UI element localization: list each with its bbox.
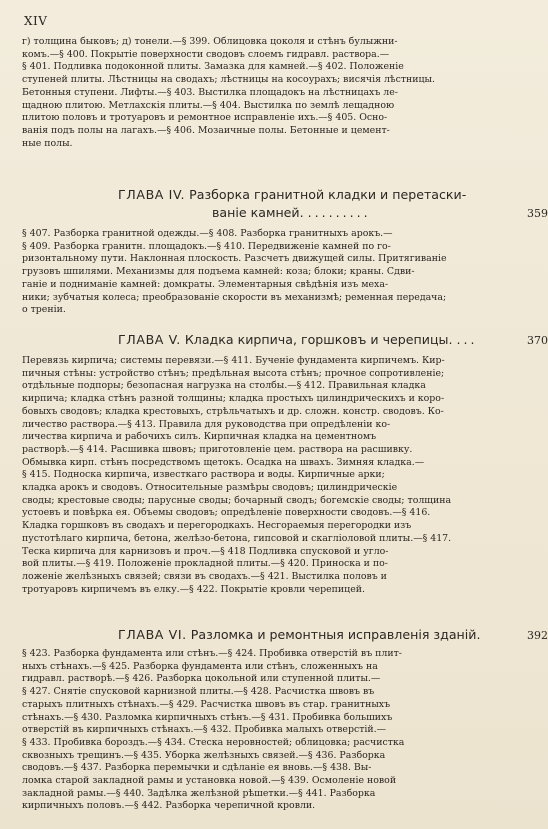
chapter-4-line: ганіе и подниманіе камней: домкраты. Элементарныя свѣдѣнія изъ меха- [22, 278, 389, 290]
chapter-6-line: стѣнахъ.—§ 430. Разломка кирпичныхъ стѣнъ.—§ 431. Пробивка большихъ [22, 711, 393, 723]
chapter-6-label: ГЛАВА VI. [118, 627, 187, 642]
intro-line: ступеней плиты. Лѣстницы на сводахъ; лѣстницы на косоурахъ; висячія лѣстницы. [22, 74, 435, 86]
chapter-4-line: о треніи. [22, 304, 66, 316]
chapter-4-line: ники; зубчатыя колеса; преобразованіе скорости въ механизмѣ; ременная передача; [22, 291, 447, 303]
chapter-5-line: Кладка горшковъ въ сводахъ и перегородкахъ. Несгораемыя перегородки изъ [22, 520, 412, 532]
chapter-5-line: устоевъ и повѣрка ея. Объемы сводовъ; опредѣленіе поверхности сводовъ.—§ 416. [22, 507, 431, 519]
chapter-6-page: 392 [527, 629, 548, 642]
chapter-5-line: бовыхъ сводовъ; кладка крестовыхъ, стрѣльчатыхъ и др. сложн. констр. сводовъ. Ко- [22, 405, 444, 417]
chapter-5-line: Обмывка кирп. стѣнъ посредствомъ щетокъ. Осадка на швахъ. Зимняя кладка.— [22, 456, 425, 468]
chapter-5-line: кладка арокъ и сводовъ. Относительные размѣры сводовъ; цилиндрическіе [22, 482, 398, 494]
chapter-4-heading [22, 186, 548, 222]
chapter-4-line: § 407. Разборка гранитной одежды.—§ 408. Разборка гранитныхъ арокъ.— [22, 228, 393, 239]
leader-dots: ......... [307, 205, 371, 220]
leader-dots: ... [456, 332, 478, 347]
chapter-5-heading [22, 331, 548, 349]
chapter-6-line: § 433. Пробивка бороздъ.—§ 434. Стеска неровностей; облицовка; расчистка [22, 736, 405, 748]
chapter-5-line: Перевязь кирпича; системы перевязи.—§ 411. Бученіе фундамента кирпичемъ. Кир- [22, 355, 445, 366]
chapter-4-text [22, 228, 518, 317]
chapter-5-line: ложеніе желѣзныхъ связей; связи въ сводахъ.—§ 421. Выстилка половъ и [22, 570, 387, 582]
chapter-5-line: своды; крестовые своды; парусные своды; бочарный сводъ; богемскіе своды; толщина [22, 494, 452, 506]
chapter-6-line: закладной рамы.—§ 440. Задѣлка желѣзной рѣшетки.—§ 441. Разборка [22, 787, 376, 799]
chapter-5-line: § 415. Подноска кирпича, известкаго раствора и воды. Кирпичные арки; [22, 469, 385, 481]
chapter-5-text [22, 355, 518, 596]
chapter-5-line: отдѣльные подпоры; безопасная нагрузка на столбы.—§ 412. Правильная кладка [22, 380, 426, 392]
chapter-6-line: ныхъ стѣнахъ.—§ 425. Разборка фундамента или стѣнъ, сложенныхъ на [22, 660, 378, 672]
chapter-5-line: Теска кирпича для карнизовъ и проч.—§ 418 Подливка спусковой и угло- [22, 545, 389, 557]
intro-line: § 401. Подливка подоконной плиты. Замазка для камней.—§ 402. Положеніе [22, 61, 404, 73]
chapter-5-line: пичныя стѣны: устройство стѣнъ; предѣльная высота стѣнъ; прочное сопротивленіе; [22, 367, 445, 379]
chapter-5-title: Кладка кирпича, горшковъ и черепицы. [184, 332, 453, 347]
chapter-4-label: ГЛАВА IV. [118, 187, 186, 202]
chapter-6-line: старыхъ плитныхъ стѣнахъ.—§ 429. Расчистка швовъ въ стар. гранитныхъ [22, 698, 391, 710]
chapter-6-line: § 423. Разборка фундамента или стѣнъ.—§ 424. Пробивка отверстій въ плит- [22, 648, 402, 659]
chapter-5-line: кирпича; кладка стѣнъ разной толщины; кладка простыхъ цилиндрическихъ и коро- [22, 393, 445, 405]
chapter-6-title: Разломка и ремонтныя исправленія зданій. [190, 627, 481, 642]
chapter-4-title-line-1: Разборка гранитной кладки и перетаски- [189, 187, 467, 202]
chapter-5-line: вой плиты.—§ 419. Положеніе прокладной плиты.—§ 420. Приноска и по- [22, 558, 388, 570]
chapter-6-line: § 427. Снятіе спусковой карнизной плиты.—§ 428. Расчистка швовъ въ [22, 686, 375, 698]
chapter-5-line: тротуаровъ кирпичемъ въ елку.—§ 422. Покрытіе кровли черепицей. [22, 583, 365, 595]
chapter-4-line: ризонтальному пути. Наклонная плоскость. Разсчетъ движущей силы. Притягиваніе [22, 253, 447, 265]
chapter-5-line: растворѣ.—§ 414. Расшивка швовъ; приготовленіе цем. раствора на расшивку. [22, 443, 413, 455]
chapter-5-label: ГЛАВА V. [118, 332, 181, 347]
chapter-6-heading [22, 626, 548, 644]
intro-line: ванія подъ полы на лагахъ.—§ 406. Мозаичные полы. Бетонные и цемент- [22, 124, 390, 136]
intro-line: Бетонныя ступени. Лифты.—§ 403. Выстилка площадокъ на лѣстницахъ ле- [22, 86, 398, 98]
chapter-4-line: грузовъ шпилями. Механизмы для подъема камней: коза; блоки; краны. Сдви- [22, 266, 415, 278]
page-number: XIV [24, 14, 48, 28]
chapter-4-page: 359 [527, 207, 548, 220]
chapter-6-line: сквозныхъ трещинъ.—§ 435. Уборка желѣзныхъ связей.—§ 436. Разборка [22, 749, 386, 761]
chapter-5-line: личество раствора.—§ 413. Правила для руководства при опредѣленіи ко- [22, 418, 391, 430]
chapter-6-text [22, 648, 518, 813]
chapter-6-line: гидравл. растворѣ.—§ 426. Разборка цокольной или ступенной плиты.— [22, 673, 381, 685]
intro-line: г) толщина быковъ; д) тонели.—§ 399. Облицовка цоколя и стѣнъ булыжни- [22, 36, 398, 47]
chapter-6-line: кирпичныхъ половъ.—§ 442. Разборка черепичной кровли. [22, 800, 316, 812]
chapter-5-line: личества кирпича и рабочихъ силъ. Кирпичная кладка на цементномъ [22, 431, 377, 443]
chapter-5-page: 370 [527, 334, 548, 347]
intro-text-block [22, 36, 518, 150]
intro-line: щадною плитою. Метлахскія плиты.—§ 404. Выстилка по землѣ лещадною [22, 99, 395, 111]
chapter-6-line: отверстій въ кирпичныхъ стѣнахъ.—§ 432. Пробивка малыхъ отверстій.— [22, 724, 386, 736]
intro-line: плитою половъ и тротуаровъ и ремонтное исправленіе ихъ.—§ 405. Осно- [22, 112, 388, 124]
chapter-6-line: сводовъ.—§ 437. Разборка перемычки и сдѣланіе ея вновь.—§ 438. Вы- [22, 762, 372, 774]
chapter-4-line: § 409. Разборка гранитн. площадокъ.—§ 410. Передвиженіе камней по го- [22, 240, 391, 252]
intro-line: комъ.—§ 400. Покрытіе поверхности сводовъ слоемъ гидравл. раствора.— [22, 48, 390, 60]
intro-line: ные полы. [22, 137, 73, 149]
chapter-5-line: пустотѣлаго кирпича, бетона, желѣзо-бетона, гипсовой и скагліоловой плиты.—§ 417. [22, 532, 452, 544]
chapter-4-title-line-2: ваніе камней. [212, 205, 304, 220]
chapter-6-line: ломка старой закладной рамы и установка новой.—§ 439. Осмоленіе новой [22, 775, 397, 787]
